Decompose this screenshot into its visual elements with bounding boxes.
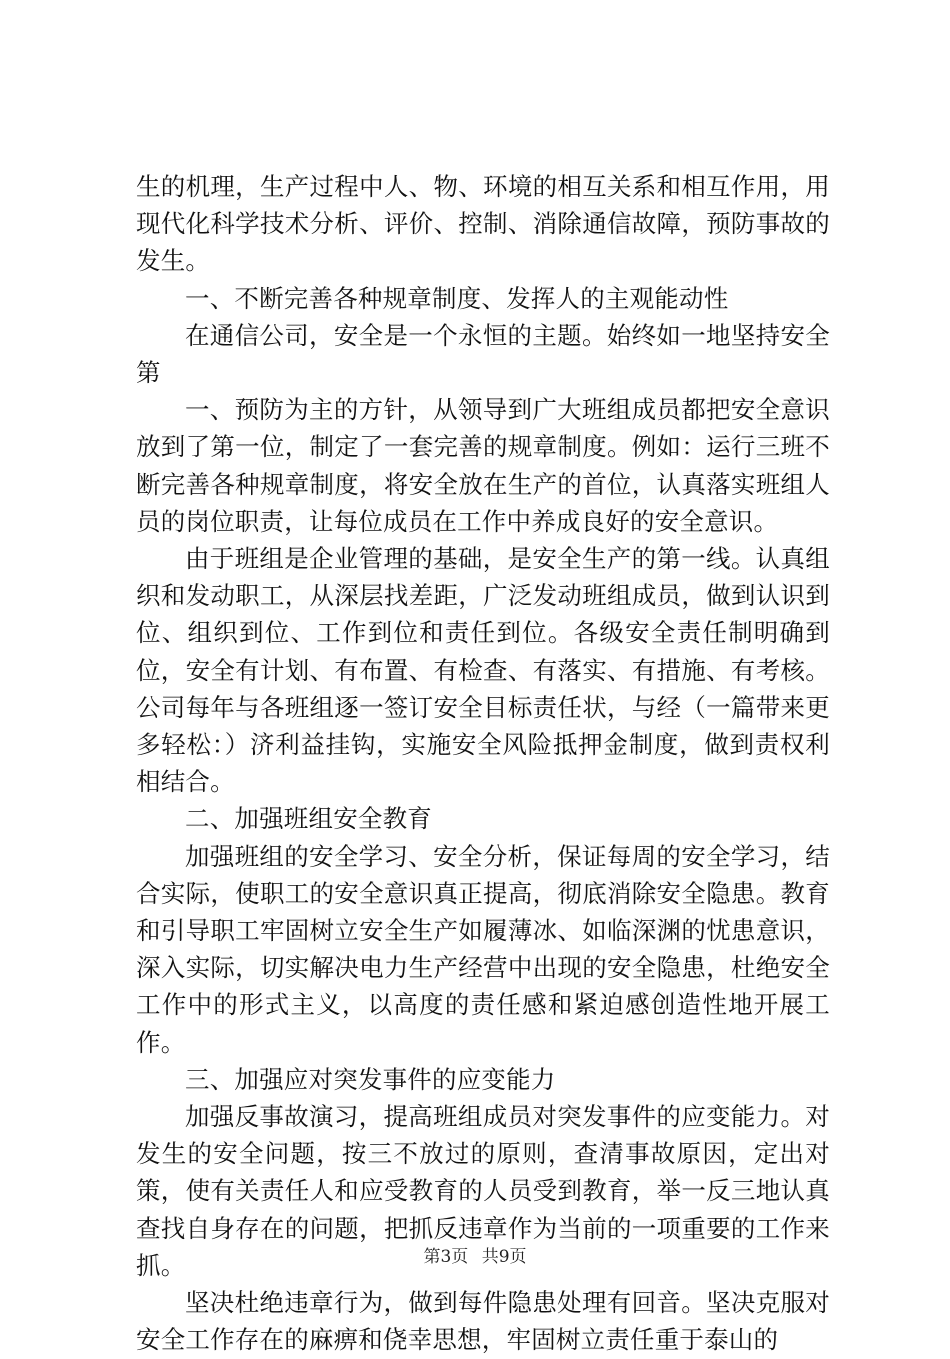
paragraph-6: 加强反事故演习，提高班组成员对突发事件的应变能力。对发生的安全问题，按三不放过的原则，查清事故原因，定出对策，使有关责任人和应受教育的人员受到教育，举一反三地认真查找自身存在的问题，把抓反违章作为当前的一项重要的工作来抓。 xyxy=(136,1102,830,1280)
section-heading-2: 二、加强班组安全教育 xyxy=(185,804,432,834)
paragraph-4: 由于班组是企业管理的基础，是安全生产的第一线。认真组织和发动职工，从深层找差距，广泛发动班组成员，做到认识到位、组织到位、工作到位和责任到位。各级安全责任制明确到位，安全有计划、有布置、有检查、有落实、有措施、有考核。公司每年与各班组逐一签订安全目标责任状，与经（一篇带来更多轻松：）济利益挂钩，实施安全风险抵押金制度，做到责权利相结合。 xyxy=(136,544,830,797)
paragraph-2: 在通信公司，安全是一个永恒的主题。始终如一地坚持安全第 xyxy=(136,320,830,388)
page-total: 共9页 xyxy=(481,1247,527,1267)
page-footer xyxy=(0,1242,950,1267)
paragraph-1: 生的机理，生产过程中人、物、环境的相互关系和相互作用，用现代化科学技术分析、评价、控制、消除通信故障，预防事故的发生。 xyxy=(136,172,830,276)
document-body xyxy=(136,168,830,1359)
paragraph-3: 一、预防为主的方针，从领导到广大班组成员都把安全意识放到了第一位，制定了一套完善的规章制度。例如：运行三班不断完善各种规章制度，将安全放在生产的首位，认真落实班组人员的岗位职责，让每位成员在工作中养成良好的安全意识。 xyxy=(136,395,830,536)
paragraph-7: 坚决杜绝违章行为，做到每件隐患处理有回音。坚决克服对安全工作存在的麻痹和侥幸思想，牢固树立责任重于泰山的 xyxy=(136,1288,830,1355)
section-heading-1: 一、不断完善各种规章制度、发挥人的主观能动性 xyxy=(185,283,729,313)
section-heading-3: 三、加强应对突发事件的应变能力 xyxy=(185,1064,556,1094)
paragraph-5: 加强班组的安全学习、安全分析，保证每周的安全学习，结合实际，使职工的安全意识真正提高，彻底消除安全隐患。教育和引导职工牢固树立安全生产如履薄冰、如临深渊的忧患意识，深入实际，切实解决电力生产经营中出现的安全隐患，杜绝安全工作中的形式主义，以高度的责任感和紧迫感创造性地开展工作。 xyxy=(136,841,830,1057)
page-number: 第3页 xyxy=(423,1247,469,1267)
